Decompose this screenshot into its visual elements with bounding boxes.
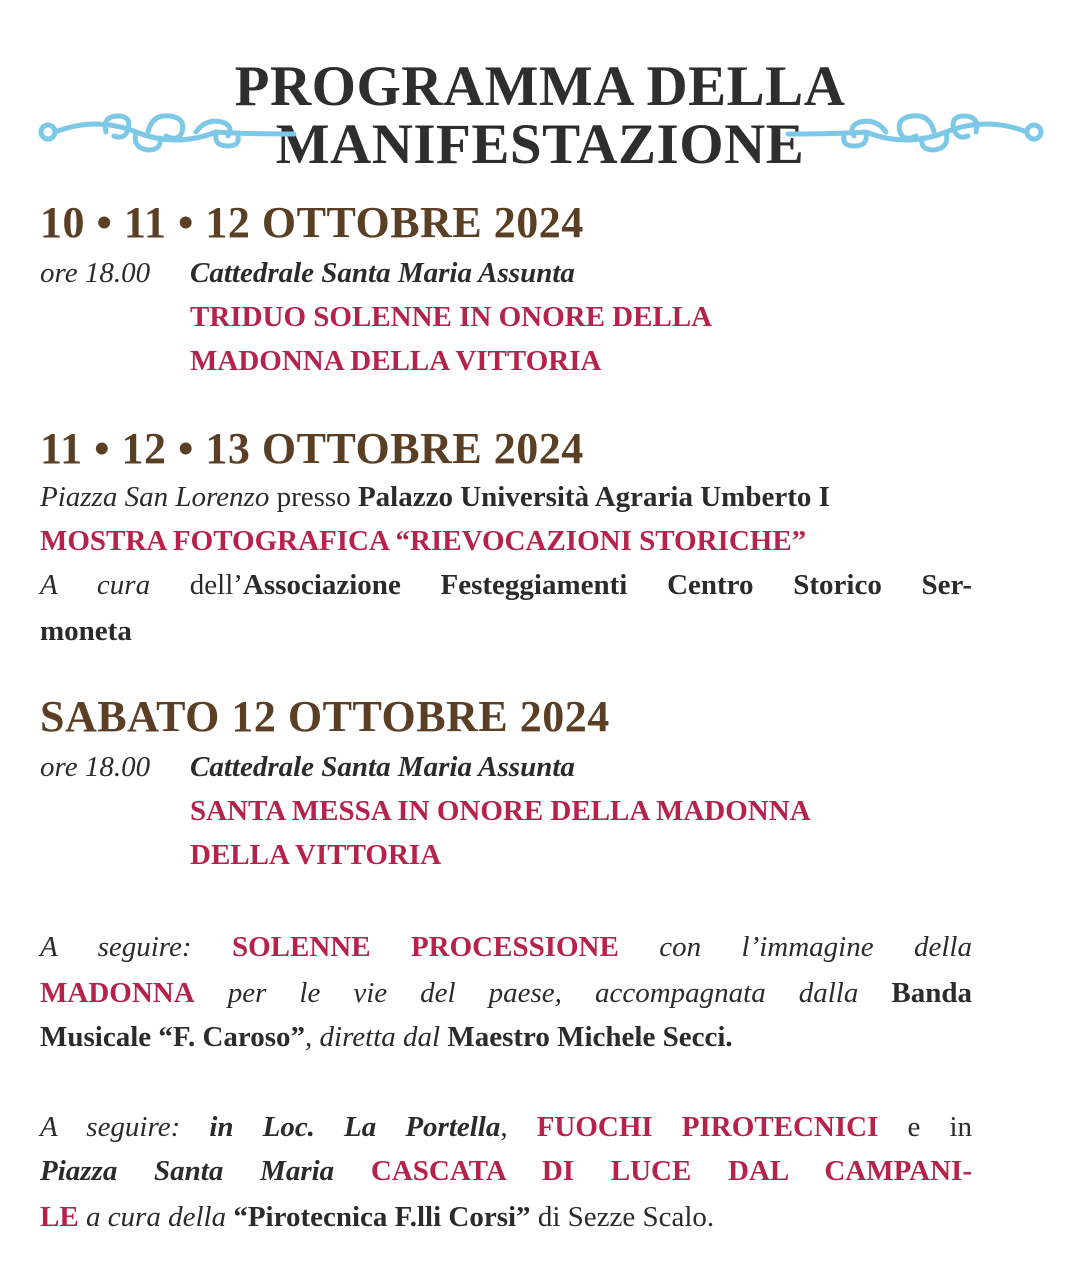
section-3-date: SABATO 12 OTTOBRE 2024 (40, 692, 610, 741)
section-2-date: 11 • 12 • 13 OTTOBRE 2024 (40, 424, 584, 473)
procession-musicale: Musicale “F. Caroso” (40, 1021, 306, 1053)
fireworks-seguire: A seguire: (40, 1111, 210, 1143)
section-2-place: Piazza San Lorenzo (40, 481, 270, 513)
procession-line-3 (40, 1018, 733, 1056)
title-line-1: PROGRAMMA DELLA (234, 55, 846, 118)
fireworks-sezze: di Sezze Scalo. (530, 1201, 715, 1233)
fireworks-comma: , (500, 1111, 537, 1143)
section-2-presso: presso (269, 481, 358, 513)
fireworks-piazza: Piazza Santa Maria (40, 1155, 335, 1187)
title-line-2: MANIFESTAZIONE (275, 113, 805, 176)
fireworks-e-in: e in (878, 1111, 973, 1143)
fireworks-fuochi: FUOCHI PIROTECNICI (536, 1111, 879, 1143)
fireworks-pirotecnica: “Pirotecnica F.lli Corsi” (233, 1201, 531, 1233)
scroll-ornament-right-icon (784, 102, 1046, 156)
section-3-place: Cattedrale Santa Maria Assunta (190, 751, 575, 783)
fireworks-loc: in Loc. La Portella (209, 1111, 501, 1143)
section-2-organizer: Associazione Festeggiamenti Centro Storico Ser- (242, 569, 972, 601)
procession-text-3: , diretta dal (305, 1021, 448, 1053)
procession-seguire: A seguire: (40, 931, 232, 963)
procession-line-1 (40, 928, 972, 966)
procession-text-2: per le vie del paese, accompagnata dalla (194, 977, 892, 1009)
procession-event: SOLENNE PROCESSIONE (231, 931, 619, 963)
section-1-event-line-1: TRIDUO SOLENNE IN ONORE DELLA (190, 301, 713, 333)
fireworks-space (334, 1155, 371, 1187)
section-2-venue: Palazzo Università Agraria Umberto I (357, 481, 830, 513)
fireworks-line-1 (40, 1108, 972, 1146)
section-1-event-line-2: MADONNA DELLA VITTORIA (190, 345, 602, 377)
section-2-organizer-line-2: moneta (40, 615, 132, 647)
section-2-event: MOSTRA FOTOGRAFICA “RIEVOCAZIONI STORICHE” (40, 525, 807, 557)
fireworks-cascata-end: LE (40, 1201, 79, 1233)
section-1-time: ore 18.00 (40, 257, 151, 289)
fireworks-cascata: CASCATA DI LUCE DAL CAMPANI- (370, 1155, 972, 1187)
section-1-place: Cattedrale Santa Maria Assunta (190, 257, 575, 289)
section-2-curated-prefix: A cura (40, 569, 151, 601)
scroll-ornament-left-icon (36, 102, 298, 156)
section-3-event-line-1: SANTA MESSA IN ONORE DELLA MADONNA (190, 795, 811, 827)
section-2-venue-line (40, 478, 830, 516)
fireworks-cura: a cura della (78, 1201, 234, 1233)
section-2-curated-dell: dell’ (150, 569, 243, 601)
section-2-organizer-line-1 (40, 566, 972, 604)
procession-madonna: MADONNA (40, 977, 195, 1009)
section-1-time-place-line (40, 254, 575, 292)
procession-maestro: Maestro Michele Secci. (447, 1021, 733, 1053)
procession-banda: Banda (891, 977, 972, 1009)
procession-text-1: con l’immagine della (618, 931, 972, 963)
section-1-date: 10 • 11 • 12 OTTOBRE 2024 (40, 198, 584, 247)
section-3-event-line-2: DELLA VITTORIA (190, 839, 442, 871)
fireworks-line-2 (40, 1152, 972, 1190)
procession-line-2 (40, 974, 972, 1012)
fireworks-line-3 (40, 1198, 714, 1236)
section-3-time: ore 18.00 (40, 751, 151, 783)
section-3-time-place-line (40, 748, 575, 786)
